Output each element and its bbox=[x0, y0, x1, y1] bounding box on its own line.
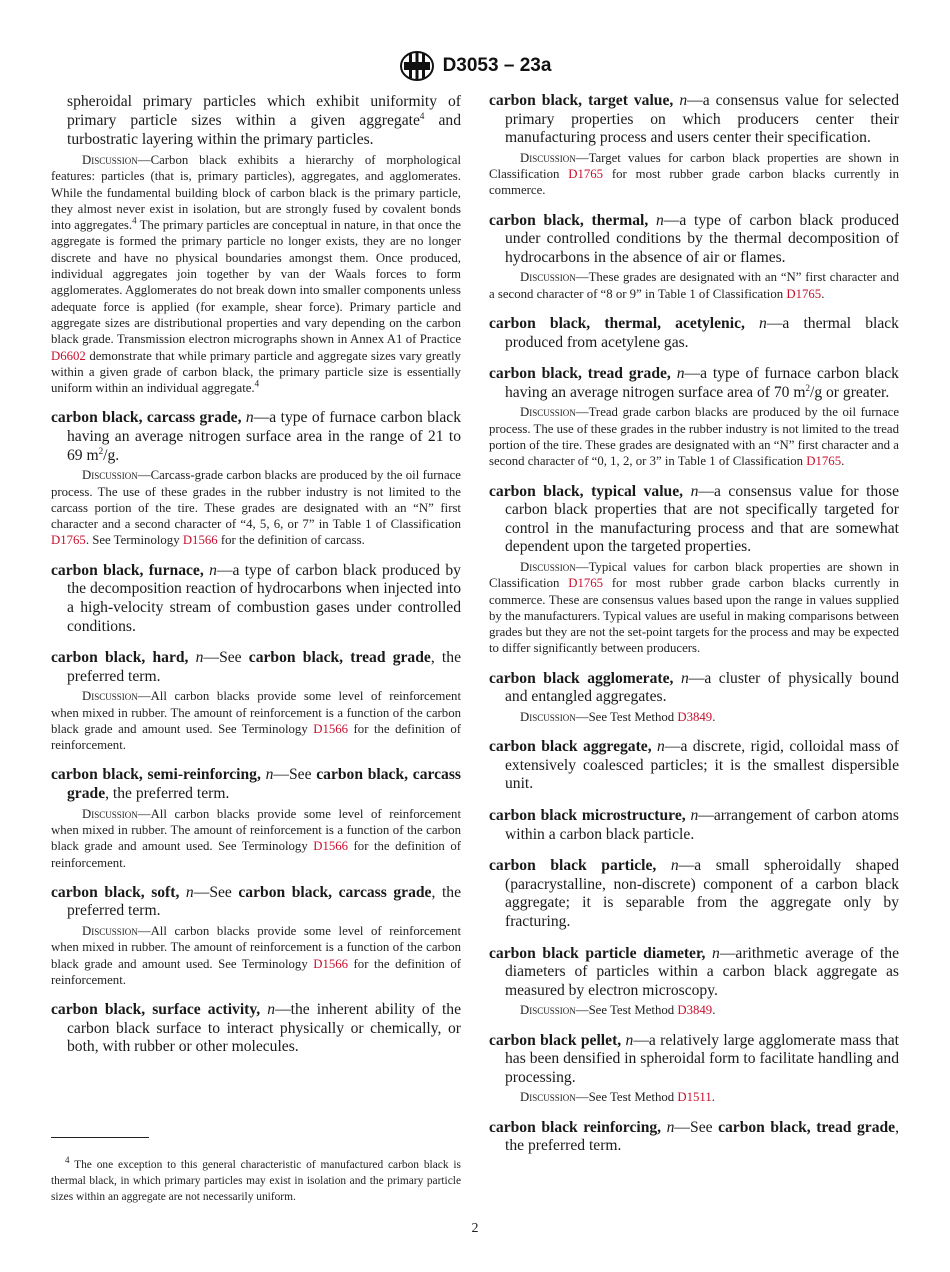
discussion-note: Discussion—All carbon blacks provide some level of reinforcement when mixed in rubber. The amount of reinforcement is a function of the carbon black grade and amount used. See Terminology D1566 for the definition of reinforcement. bbox=[51, 924, 461, 987]
discussion-note: Discussion—Target values for carbon black properties are shown in Classification D1765 for most rubber grade carbon blacks currently in commerce. bbox=[489, 150, 900, 198]
term-target-value: carbon black, target value, n—a consensus value for selected primary properties on which producers center their manufacturing process and users center their specification. bbox=[489, 92, 900, 147]
discussion-note: Discussion—Tread grade carbon blacks are produced by the oil furnace process. The use of these grades in the rubber industry is not limited to the tread portion of the tire. These grades are designated with an “N” first character and a second character of “0, 1, 2, or 3” in Table 1 of Classification D1765. bbox=[489, 405, 899, 469]
reference-link[interactable]: D6602 bbox=[51, 348, 86, 363]
discussion-note: Discussion—All carbon blacks provide some level of reinforcement when mixed in rubber. The amount of reinforcement is a function of the carbon black grade and amount used. See Terminology D1566 for the definition of reinforcement. bbox=[51, 689, 461, 753]
reference-link[interactable]: D1765 bbox=[786, 286, 822, 301]
discussion-note: Discussion—Carcass-grade carbon blacks are produced by the oil furnace process. The use of these grades in the rubber industry is not limited to the carcass portion of the tire. These grades are designated with an “N” first character and a second character of “4, 5, 6, or 7” in Table 1 of Classification D1765. See Terminology D1566 for the definition of carcass. bbox=[51, 468, 461, 548]
footnote-divider bbox=[51, 1137, 149, 1138]
reference-link[interactable]: D3849 bbox=[677, 709, 713, 724]
right-column bbox=[489, 92, 899, 1156]
discussion-note: Discussion—These grades are designated with an “N” first character and a second character of “8 or 9” in Table 1 of Classification D1765. bbox=[489, 270, 899, 301]
term-particle: carbon black particle, n—a small spheroidally shaped (paracrystalline, non-discrete) component of a carbon black aggregate; it is separable from the aggregate only by fracturing. bbox=[489, 857, 899, 930]
term-typical-value: carbon black, typical value, n—a consensus value for those carbon black properties that are not specifically targeted for control in the manufacturing process and that are somewhat dependent upon the targeted properties. bbox=[489, 482, 900, 556]
discussion-note: Discussion—See Test Method D3849. bbox=[520, 709, 716, 724]
reference-link[interactable]: D1566 bbox=[182, 533, 218, 548]
reference-link[interactable]: D1511 bbox=[677, 1090, 712, 1105]
discussion-note: Discussion—See Test Method D3849. bbox=[520, 1003, 716, 1018]
left-column bbox=[51, 92, 461, 1057]
term-aggregate: carbon black aggregate, n—a discrete, rigid, colloidal mass of extensively coalesced particles; it is the smallest dispersible unit. bbox=[489, 738, 899, 793]
footnote: $^4$ The one exception to this general characteristic of manufactured carbon black is thermal black, in which primary particles may exist in isolation and the primary particle sizes within an aggregate are not necessarily uniform. bbox=[51, 1155, 461, 1203]
term-reinforcing: carbon black reinforcing, n—See carbon black, tread grade, the preferred term. bbox=[489, 1118, 900, 1155]
page-number: 2 bbox=[471, 1221, 479, 1236]
document-id: D3053 – 23a bbox=[442, 55, 552, 76]
term-surface-activity: carbon black, surface activity, n—the inherent ability of the carbon black surface to interact physically or chemically, or both, with rubber or other molecules. bbox=[51, 1001, 461, 1056]
page-header bbox=[0, 50, 950, 82]
reference-link[interactable]: D1566 bbox=[313, 721, 349, 736]
reference-link[interactable]: D1765 bbox=[568, 576, 604, 591]
term-semi-reinforcing: carbon black, semi-reinforcing, n—See carbon black, carcass grade, the preferred term. bbox=[51, 766, 461, 803]
term-hard: carbon black, hard, n—See carbon black, tread grade, the preferred term. bbox=[51, 649, 461, 685]
term-furnace: carbon black, furnace, n—a type of carbon black produced by the decomposition reaction of hydrocarbons when injected into a high-velocity stream of combustion gases under controlled conditions. bbox=[51, 561, 461, 635]
term-agglomerate: carbon black agglomerate, n—a cluster of physically bound and entangled aggregates. bbox=[489, 669, 899, 706]
continued-definition: spheroidal primary particles which exhibit uniformity of primary particle sizes within a given aggregate$^4$ and turbostratic layering within the primary particles. bbox=[67, 93, 461, 148]
discussion-note: Discussion—Carbon black exhibits a hierarchy of morphological features: particles (that is, primary particles), aggregates, and agglomerates. While the fundamental building block of carbon black is the primary particle, they almost never exist in isolation, but are strongly fused by covalent bonds into aggregates.$^4$ The primary particles are conceptual in nature, in that once the aggregate is formed the primary particle no longer exists, they are no longer discrete and have no physical boundaries amongst them. Once produced, individual aggregates join together by van der Waals forces to form agglomerates. Agglomerates do not break down into smaller components unless adequate force is applied (for example, shear force). Primary particle and aggregate sizes are distributional properties and vary depending on the carbon black grade. Transmission electron micrographs shown in Annex A1 of Practice D6602 demonstrate that while primary particle and aggregate sizes vary greatly within a given grade of carbon black, the primary particle size is essentially uniform within an individual aggregate.$^4$ bbox=[51, 153, 461, 396]
term-carcass-grade: carbon black, carcass grade, n—a type of furnace carbon black having an average nitrogen surface area in the range of 21 to 69 $m^2/g$. bbox=[51, 409, 461, 464]
discussion-note: Discussion—All carbon blacks provide some level of reinforcement when mixed in rubber. The amount of reinforcement is a function of the carbon black grade and amount used. See Terminology D1566 for the definition of reinforcement. bbox=[51, 806, 461, 870]
reference-link[interactable]: D1765 bbox=[806, 454, 842, 469]
astm-logo-icon bbox=[399, 50, 435, 82]
term-particle-diameter: carbon black particle diameter, n—arithmetic average of the diameters of particles within a carbon black aggregate as measured by electron microscopy. bbox=[489, 944, 900, 999]
reference-link[interactable]: D3849 bbox=[677, 1003, 713, 1018]
term-soft: carbon black, soft, n—See carbon black, carcass grade, the preferred term. bbox=[51, 883, 461, 920]
term-tread-grade: carbon black, tread grade, n—a type of furnace carbon black having an average nitrogen surface area of 70 $m^2/g$ or greater. bbox=[489, 365, 899, 401]
discussion-note: Discussion—Typical values for carbon black properties are shown in Classification D1765 for most rubber grade carbon blacks currently in commerce. These are consensus values based upon the range in values supplied by the manufacturers. Typical values are useful in making comparisons between grades but they are not the set-point targets for the process and may be expected to differ significantly between producers. bbox=[489, 559, 900, 656]
term-microstructure: carbon black microstructure, n—arrangement of carbon atoms within a carbon black particle. bbox=[489, 807, 899, 843]
reference-link[interactable]: D1765 bbox=[51, 533, 86, 548]
reference-link[interactable]: D1566 bbox=[313, 839, 349, 854]
reference-link[interactable]: D1566 bbox=[313, 956, 349, 971]
term-thermal: carbon black, thermal, n—a type of carbon black produced under controlled conditions by the thermal decomposition of hydrocarbons in the absence of air or flames. bbox=[489, 211, 899, 266]
reference-link[interactable]: D1765 bbox=[568, 167, 604, 182]
discussion-note: Discussion—See Test Method D1511. bbox=[520, 1090, 715, 1105]
term-pellet: carbon black pellet, n—a relatively large agglomerate mass that has been densified in spheroidal form to facilitate handling and processing. bbox=[489, 1031, 899, 1086]
term-thermal-acetylenic: carbon black, thermal, acetylenic, n—a thermal black produced from acetylene gas. bbox=[489, 315, 899, 351]
